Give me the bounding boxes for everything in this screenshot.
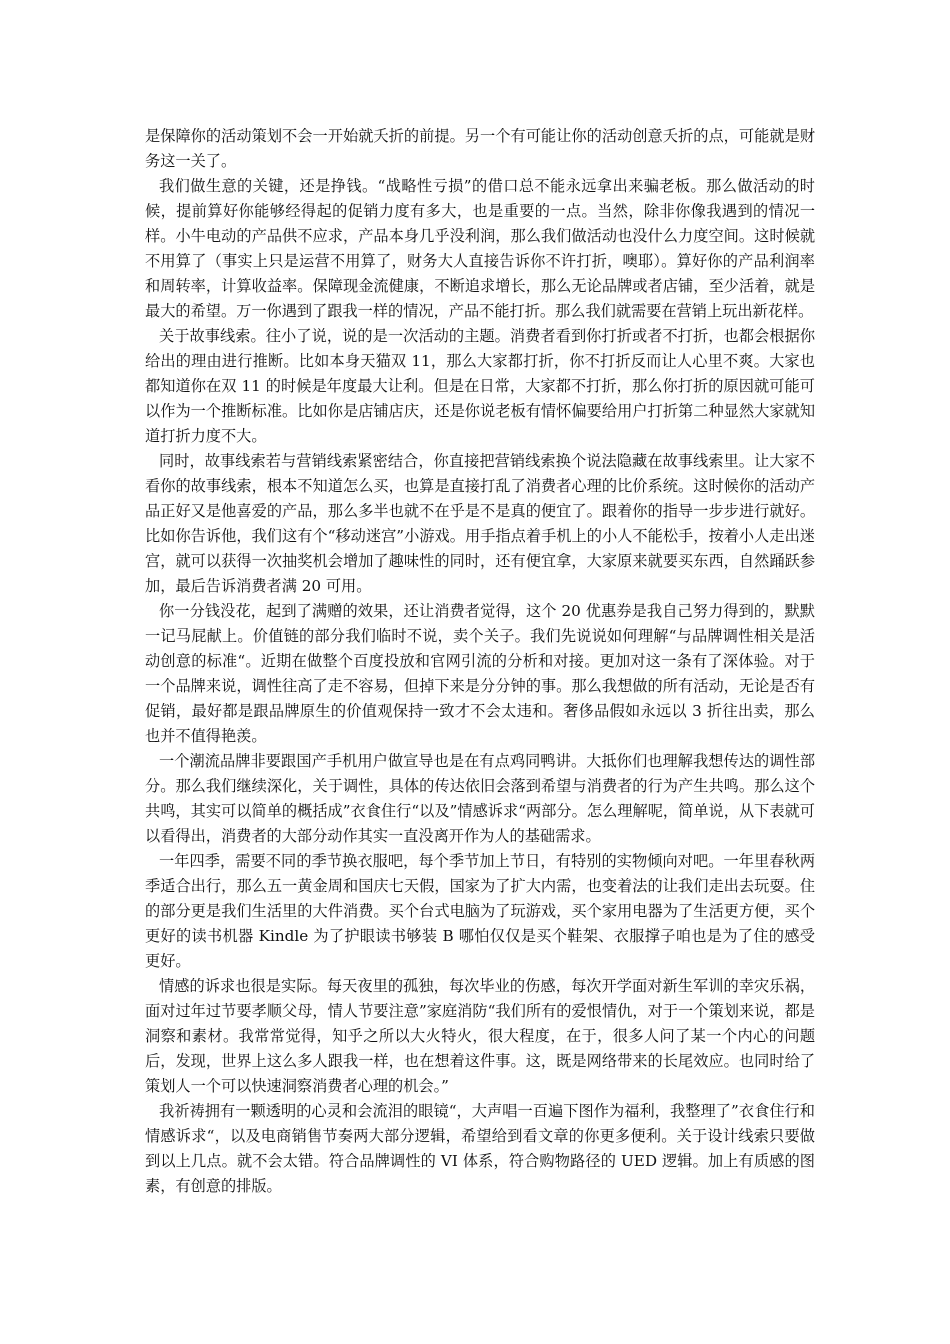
- paragraph: 情感的诉求也很是实际。每天夜里的孤独，每次毕业的伤感，每次开学面对新生军训的幸灾乐祸，面对过年过节要孝顺父母，情人节要注意”家庭消防“我们所有的爱恨情仇，对于一个策划来说，都是洞察和素材。我常常觉得，知乎之所以大火特火，很大程度，在于，很多人问了某一个内心的问题后，发现，世界上这么多人跟我一样，也在想着这件事。这，既是网络带来的长尾效应。也同时给了策划人一个可以快速洞察消费者心理的机会。”: [145, 977, 815, 1095]
- paragraph: 关于故事线索。往小了说，说的是一次活动的主题。消费者看到你打折或者不打折，也都会根据你给出的理由进行推断。比如本身天猫双 11，那么大家都打折，你不打折反而让人心里不爽。大家也都知道你在双 11 的时候是年度最大让利。但是在日常，大家都不打折，那么你打折的原因就可能可以作为一个推断标准。比如你是店铺店庆，还是你说老板有情怀偏要给用户打折第二种显然大家就知道打折力度不大。: [145, 327, 815, 445]
- paragraph: 是保障你的活动策划不会一开始就夭折的前提。另一个有可能让你的活动创意夭折的点，可能就是财务这一关了。: [145, 127, 815, 170]
- paragraph: 我们做生意的关键，还是挣钱。“战略性亏损”的借口总不能永远拿出来骗老板。那么做活动的时候，提前算好你能够经得起的促销力度有多大，也是重要的一点。当然，除非你像我遇到的情况一样。小牛电动的产品供不应求，产品本身几乎没利润，那么我们做活动也没什么力度空间。这时候就不用算了（事实上只是运营不用算了，财务大人直接告诉你不许打折，噢耶）。算好你的产品利润率和周转率，计算收益率。保障现金流健康，不断追求增长，那么无论品牌或者店铺，至少活着，就是最大的希望。万一你遇到了跟我一样的情况，产品不能打折。那么我们就需要在营销上玩出新花样。: [145, 177, 815, 320]
- paragraph: 你一分钱没花，起到了满赠的效果，还让消费者觉得，这个 20 优惠券是我自己努力得到的，默默一记马屁献上。价值链的部分我们临时不说，卖个关子。我们先说说如何理解“与品牌调性相关是活动创意的标准“。近期在做整个百度投放和官网引流的分析和对接。更加对这一条有了深体验。对于一个品牌来说，调性往高了走不容易，但掉下来是分分钟的事。那么我想做的所有活动，无论是否有促销，最好都是跟品牌原生的价值观保持一致才不会太违和。奢侈品假如永远以 3 折往出卖，那么也并不值得艳羡。: [145, 602, 815, 745]
- document-body: [145, 124, 815, 1199]
- paragraph: 我祈祷拥有一颗透明的心灵和会流泪的眼镜“，大声唱一百遍下图作为福利，我整理了”衣食住行和情感诉求“，以及电商销售节奏两大部分逻辑，希望给到看文章的你更多便利。关于设计线索只要做到以上几点。就不会太错。符合品牌调性的 VI 体系，符合购物路径的 UED 逻辑。加上有质感的图素，有创意的排版。: [145, 1102, 815, 1195]
- paragraph: 同时，故事线索若与营销线索紧密结合，你直接把营销线索换个说法隐藏在故事线索里。让大家不看你的故事线索，根本不知道怎么买，也算是直接打乱了消费者心理的比价系统。这时候你的活动产品正好又是他喜爱的产品，那么多半也就不在乎是不是真的便宜了。跟着你的指导一步步进行就好。比如你告诉他，我们这有个“移动迷宫”小游戏。用手指点着手机上的小人不能松手，按着小人走出迷宫，就可以获得一次抽奖机会增加了趣味性的同时，还有便宜拿，大家原来就要买东西，自然踊跃参加，最后告诉消费者满 20 可用。: [145, 452, 815, 595]
- paragraph: 一年四季，需要不同的季节换衣服吧，每个季节加上节日，有特别的实物倾向对吧。一年里春秋两季适合出行，那么五一黄金周和国庆七天假，国家为了扩大内需，也变着法的让我们走出去玩耍。住的部分更是我们生活里的大件消费。买个台式电脑为了玩游戏，买个家用电器为了生活更方便，买个更好的读书机器 Kindle 为了护眼读书够装 B 哪怕仅仅是买个鞋架、衣服撑子咱也是为了住的感受更好。: [145, 852, 815, 970]
- paragraph: 一个潮流品牌非要跟国产手机用户做宣导也是在有点鸡同鸭讲。大抵你们也理解我想传达的调性部分。那么我们继续深化，关于调性，具体的传达依旧会落到希望与消费者的行为产生共鸣。那么这个共鸣，其实可以简单的概括成”衣食住行“以及”情感诉求“两部分。怎么理解呢，简单说，从下表就可以看得出，消费者的大部分动作其实一直没离开作为人的基础需求。: [145, 752, 815, 845]
